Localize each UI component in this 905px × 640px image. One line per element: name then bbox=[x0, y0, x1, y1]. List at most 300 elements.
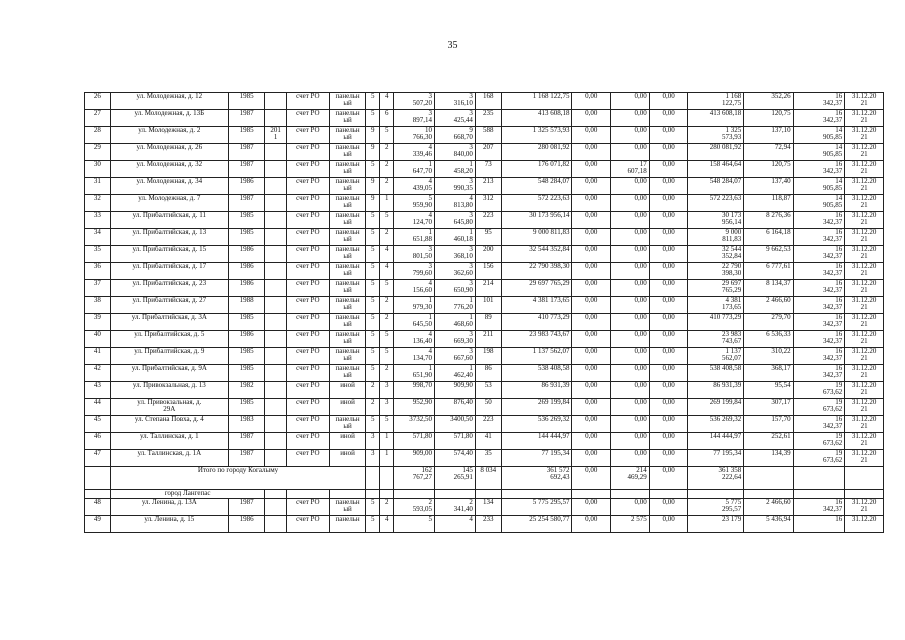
cell-floors: 5 bbox=[366, 246, 380, 263]
cell-entrances: 4 bbox=[380, 263, 394, 280]
cell-residents: 101 bbox=[475, 297, 501, 314]
cell-living-area: 3 650,90 bbox=[435, 280, 476, 297]
cell-floors: 9 bbox=[366, 127, 380, 144]
cell-fund-2: 0,00 bbox=[611, 499, 650, 516]
cell-fund-2: 0,00 bbox=[611, 382, 650, 399]
cell-row-number: 44 bbox=[85, 399, 111, 416]
cell-floors: 5 bbox=[366, 348, 380, 365]
cell-deadline: 31.12.20 21 bbox=[845, 178, 884, 195]
cell-wall-material: иной bbox=[329, 450, 366, 467]
cell-total-cost: 86 931,39 bbox=[501, 382, 572, 399]
cell-entrances: 1 bbox=[380, 450, 394, 467]
cell-fund-3: 0,00 bbox=[649, 178, 688, 195]
cell-fund-2: 0,00 bbox=[611, 229, 650, 246]
cell-unit-cost: 120,75 bbox=[744, 161, 793, 178]
cell-year-built: 1985 bbox=[228, 127, 265, 144]
cell-account-type: счет РО bbox=[286, 280, 329, 297]
cell-account-type: счет РО bbox=[286, 382, 329, 399]
cell-max-cost: 16 342,37 bbox=[793, 246, 845, 263]
cell-total-area: 1 651,90 bbox=[394, 365, 435, 382]
cell-fund-4: 548 284,07 bbox=[688, 178, 744, 195]
page-number: 35 bbox=[447, 40, 458, 51]
table-row bbox=[85, 450, 884, 467]
cell-account-type: счет РО bbox=[286, 348, 329, 365]
cell-deadline: 31.12.20 21 bbox=[845, 331, 884, 348]
cell-fund-2: 17 607,18 bbox=[611, 161, 650, 178]
cell-deadline: 31.12.20 bbox=[845, 516, 884, 533]
cell-residents: 86 bbox=[475, 365, 501, 382]
cell-address: ул. Молодежная, д. 32 bbox=[110, 161, 228, 178]
cell-fund-4: 538 408,58 bbox=[688, 365, 744, 382]
cell-total-area: 3 897,14 bbox=[394, 110, 435, 127]
cell-deadline: 31.12.20 21 bbox=[845, 280, 884, 297]
cell-address: ул. Молодежная, д. 2 bbox=[110, 127, 228, 144]
cell-wall-material: иной bbox=[329, 399, 366, 416]
cell-year-built: 1986 bbox=[228, 516, 265, 533]
cell-fund-1: 0,00 bbox=[572, 450, 611, 467]
cell-address: ул. Молодежная, д. 12 bbox=[110, 93, 228, 110]
cell-address: ул. Прибалтийская, д. 9А bbox=[110, 365, 228, 382]
cell-row-number: 46 bbox=[85, 433, 111, 450]
cell-fund-2: 0,00 bbox=[611, 127, 650, 144]
cell-wall-material: панельн ый bbox=[329, 314, 366, 331]
cell-unit-cost: 2 466,60 bbox=[744, 499, 793, 516]
total-area-2: 145 265,91 bbox=[435, 467, 476, 490]
cell-total-area: 4 136,40 bbox=[394, 331, 435, 348]
cell-year-renovated bbox=[265, 450, 286, 467]
cell-max-cost: 14 905,85 bbox=[793, 195, 845, 212]
cell-year-renovated bbox=[265, 516, 286, 533]
cell-fund-4: 23 983 743,67 bbox=[688, 331, 744, 348]
cell-year-renovated bbox=[265, 195, 286, 212]
cell-fund-4: 30 173 956,14 bbox=[688, 212, 744, 229]
cell-residents: 35 bbox=[475, 450, 501, 467]
cell-year-built: 1987 bbox=[228, 110, 265, 127]
cell-total-cost: 9 000 811,83 bbox=[501, 229, 572, 246]
total-row bbox=[85, 467, 884, 490]
cell-residents: 207 bbox=[475, 144, 501, 161]
cell-fund-4: 158 464,64 bbox=[688, 161, 744, 178]
cell-fund-1: 0,00 bbox=[572, 178, 611, 195]
cell-unit-cost: 6 536,33 bbox=[744, 331, 793, 348]
cell-year-renovated bbox=[265, 263, 286, 280]
cell-floors: 5 bbox=[366, 499, 380, 516]
cell-fund-1: 0,00 bbox=[572, 144, 611, 161]
cell-address: ул. Таллинская, д. 1 bbox=[110, 433, 228, 450]
cell-fund-3: 0,00 bbox=[649, 229, 688, 246]
cell-fund-2: 0,00 bbox=[611, 280, 650, 297]
cell-fund-2: 0,00 bbox=[611, 212, 650, 229]
cell-row-number: 45 bbox=[85, 416, 111, 433]
cell-floors: 3 bbox=[366, 433, 380, 450]
cell-max-cost: 16 342,37 bbox=[793, 499, 845, 516]
cell-living-area: 3 645,80 bbox=[435, 212, 476, 229]
cell-fund-4: 280 081,92 bbox=[688, 144, 744, 161]
cell-max-cost: 19 673,62 bbox=[793, 433, 845, 450]
cell-year-built: 1987 bbox=[228, 499, 265, 516]
cell-deadline: 31.12.20 21 bbox=[845, 433, 884, 450]
cell-floors: 2 bbox=[366, 382, 380, 399]
cell-address: ул. Таллинская, д. 1А bbox=[110, 450, 228, 467]
cell-wall-material: панельн bbox=[329, 516, 366, 533]
cell-residents: 588 bbox=[475, 127, 501, 144]
cell-fund-2: 0,00 bbox=[611, 348, 650, 365]
cell-year-renovated bbox=[265, 212, 286, 229]
cell-floors: 9 bbox=[366, 178, 380, 195]
cell-account-type: счет РО bbox=[286, 314, 329, 331]
cell-total-area: 10 766,30 bbox=[394, 127, 435, 144]
cell-total-area: 909,00 bbox=[394, 450, 435, 467]
cell-wall-material: панельн ый bbox=[329, 144, 366, 161]
cell-fund-4: 1 137 562,07 bbox=[688, 348, 744, 365]
cell-year-built: 1985 bbox=[228, 365, 265, 382]
cell-total-cost: 269 199,84 bbox=[501, 399, 572, 416]
cell-fund-3: 0,00 bbox=[649, 331, 688, 348]
cell-row-number: 48 bbox=[85, 499, 111, 516]
table-row bbox=[85, 499, 884, 516]
cell-total-area: 3 799,60 bbox=[394, 263, 435, 280]
cell-deadline: 31.12.20 21 bbox=[845, 399, 884, 416]
cell-row-number: 27 bbox=[85, 110, 111, 127]
cell-row-number: 41 bbox=[85, 348, 111, 365]
cell-floors: 5 bbox=[366, 229, 380, 246]
cell-account-type: счет РО bbox=[286, 110, 329, 127]
cell-address: ул. Прибалтийская, д. 27 bbox=[110, 297, 228, 314]
cell-entrances: 2 bbox=[380, 365, 394, 382]
cell-max-cost: 16 342,37 bbox=[793, 110, 845, 127]
cell-year-built: 1987 bbox=[228, 433, 265, 450]
cell-wall-material: панельн ый bbox=[329, 416, 366, 433]
cell-row-number: 35 bbox=[85, 246, 111, 263]
total-f2: 214 469,29 bbox=[611, 467, 650, 490]
cell-deadline: 31.12.20 21 bbox=[845, 314, 884, 331]
cell-max-cost: 16 342,37 bbox=[793, 416, 845, 433]
cell-address: ул. Молодежная, д. 13Б bbox=[110, 110, 228, 127]
cell-total-area: 952,90 bbox=[394, 399, 435, 416]
cell-fund-2: 0,00 bbox=[611, 416, 650, 433]
cell-year-renovated bbox=[265, 280, 286, 297]
cell-total-cost: 548 284,07 bbox=[501, 178, 572, 195]
cell-total-area: 3 507,20 bbox=[394, 93, 435, 110]
cell-fund-1: 0,00 bbox=[572, 212, 611, 229]
cell-max-cost: 14 905,85 bbox=[793, 144, 845, 161]
cell-fund-3: 0,00 bbox=[649, 516, 688, 533]
cell-unit-cost: 95,54 bbox=[744, 382, 793, 399]
cell-max-cost: 16 342,37 bbox=[793, 348, 845, 365]
cell-address: ул. Прибалтийская, д. 9 bbox=[110, 348, 228, 365]
cell-fund-4: 5 775 295,57 bbox=[688, 499, 744, 516]
cell-living-area: 574,40 bbox=[435, 450, 476, 467]
cell-fund-1: 0,00 bbox=[572, 382, 611, 399]
cell-entrances: 5 bbox=[380, 331, 394, 348]
cell-year-renovated bbox=[265, 399, 286, 416]
cell-account-type: счет РО bbox=[286, 331, 329, 348]
cell-fund-4: 1 168 122,75 bbox=[688, 93, 744, 110]
table-row bbox=[85, 331, 884, 348]
cell-unit-cost: 8 276,36 bbox=[744, 212, 793, 229]
cell-residents: 235 bbox=[475, 110, 501, 127]
cell-residents: 41 bbox=[475, 433, 501, 450]
cell-fund-3: 0,00 bbox=[649, 246, 688, 263]
cell-entrances: 2 bbox=[380, 178, 394, 195]
cell-year-built: 1987 bbox=[228, 144, 265, 161]
cell-wall-material: панельн ый bbox=[329, 246, 366, 263]
cell-row-number: 47 bbox=[85, 450, 111, 467]
cell-unit-cost: 252,61 bbox=[744, 433, 793, 450]
cell-unit-cost: 352,26 bbox=[744, 93, 793, 110]
cell-year-built: 1986 bbox=[228, 246, 265, 263]
cell-account-type: счет РО bbox=[286, 93, 329, 110]
cell-account-type: счет РО bbox=[286, 399, 329, 416]
cell-max-cost: 16 342,37 bbox=[793, 314, 845, 331]
cell-entrances: 1 bbox=[380, 195, 394, 212]
cell-floors: 5 bbox=[366, 110, 380, 127]
cell-account-type: счет РО bbox=[286, 212, 329, 229]
cell-wall-material: иной bbox=[329, 382, 366, 399]
cell-fund-1: 0,00 bbox=[572, 399, 611, 416]
cell-fund-4: 572 223,63 bbox=[688, 195, 744, 212]
cell-floors: 5 bbox=[366, 297, 380, 314]
cell-wall-material: панельн ый bbox=[329, 499, 366, 516]
cell-fund-2: 0,00 bbox=[611, 93, 650, 110]
cell-year-renovated bbox=[265, 161, 286, 178]
cell-account-type: счет РО bbox=[286, 229, 329, 246]
cell-year-built: 1985 bbox=[228, 212, 265, 229]
cell-residents: 95 bbox=[475, 229, 501, 246]
cell-living-area: 3 368,10 bbox=[435, 246, 476, 263]
cell-year-renovated bbox=[265, 331, 286, 348]
cell-fund-3: 0,00 bbox=[649, 499, 688, 516]
cell-account-type: счет РО bbox=[286, 433, 329, 450]
cell-fund-2: 0,00 bbox=[611, 110, 650, 127]
cell-deadline: 31.12.20 21 bbox=[845, 416, 884, 433]
cell-fund-3: 0,00 bbox=[649, 195, 688, 212]
cell-living-area: 876,40 bbox=[435, 399, 476, 416]
cell-total-area: 4 156,60 bbox=[394, 280, 435, 297]
cell-fund-4: 269 199,84 bbox=[688, 399, 744, 416]
cell-wall-material: панельн ый bbox=[329, 280, 366, 297]
cell-fund-3: 0,00 bbox=[649, 297, 688, 314]
cell-entrances: 1 bbox=[380, 433, 394, 450]
cell-fund-3: 0,00 bbox=[649, 433, 688, 450]
cell-fund-4: 413 608,18 bbox=[688, 110, 744, 127]
cell-fund-4: 32 544 352,84 bbox=[688, 246, 744, 263]
cell-address: ул. Ленина, д. 13А bbox=[110, 499, 228, 516]
cell-total-cost: 144 444,97 bbox=[501, 433, 572, 450]
cell-address: ул. Прибалтийская, д. 23 bbox=[110, 280, 228, 297]
cell-row-number: 43 bbox=[85, 382, 111, 399]
cell-living-area: 4 813,80 bbox=[435, 195, 476, 212]
cell-total-cost: 280 081,92 bbox=[501, 144, 572, 161]
cell-year-built: 1988 bbox=[228, 297, 265, 314]
cell-unit-cost: 137,40 bbox=[744, 178, 793, 195]
cell-total-cost: 176 071,82 bbox=[501, 161, 572, 178]
cell-fund-3: 0,00 bbox=[649, 416, 688, 433]
cell-year-renovated bbox=[265, 110, 286, 127]
cell-account-type: счет РО bbox=[286, 178, 329, 195]
cell-fund-1: 0,00 bbox=[572, 246, 611, 263]
cell-total-cost: 1 325 573,93 bbox=[501, 127, 572, 144]
cell-year-renovated bbox=[265, 348, 286, 365]
cell-address: ул. Степана Повха, д. 4 bbox=[110, 416, 228, 433]
table-row bbox=[85, 314, 884, 331]
cell-unit-cost: 157,70 bbox=[744, 416, 793, 433]
cell-fund-3: 0,00 bbox=[649, 348, 688, 365]
cell-deadline: 31.12.20 21 bbox=[845, 348, 884, 365]
cell-entrances: 3 bbox=[380, 382, 394, 399]
cell-fund-3: 0,00 bbox=[649, 93, 688, 110]
cell-floors: 5 bbox=[366, 516, 380, 533]
cell-fund-2: 0,00 bbox=[611, 365, 650, 382]
cell-fund-3: 0,00 bbox=[649, 127, 688, 144]
cell-unit-cost: 9 662,53 bbox=[744, 246, 793, 263]
cell-fund-2: 0,00 bbox=[611, 195, 650, 212]
cell-year-built: 1987 bbox=[228, 195, 265, 212]
cell-row-number: 40 bbox=[85, 331, 111, 348]
table-row bbox=[85, 229, 884, 246]
cell-fund-2: 0,00 bbox=[611, 297, 650, 314]
housing-registry-table bbox=[84, 92, 884, 533]
cell-unit-cost: 307,17 bbox=[744, 399, 793, 416]
cell-fund-4: 9 000 811,83 bbox=[688, 229, 744, 246]
cell-living-area: 3 425,44 bbox=[435, 110, 476, 127]
cell-address: ул. Привокзальная, д. 13 bbox=[110, 382, 228, 399]
cell-wall-material: панельн ый bbox=[329, 178, 366, 195]
cell-fund-1: 0,00 bbox=[572, 314, 611, 331]
cell-fund-3: 0,00 bbox=[649, 382, 688, 399]
cell-deadline: 31.12.20 21 bbox=[845, 93, 884, 110]
total-residents: 8 034 bbox=[475, 467, 501, 490]
table-row bbox=[85, 246, 884, 263]
cell-deadline: 31.12.20 21 bbox=[845, 144, 884, 161]
cell-wall-material: панельн ый bbox=[329, 110, 366, 127]
cell-year-renovated bbox=[265, 314, 286, 331]
cell-wall-material: панельн ый bbox=[329, 212, 366, 229]
cell-row-number: 28 bbox=[85, 127, 111, 144]
cell-address: ул. Молодежная, д. 34 bbox=[110, 178, 228, 195]
cell-address: ул. Прибалтийская, д. 3А bbox=[110, 314, 228, 331]
cell-fund-1: 0,00 bbox=[572, 516, 611, 533]
cell-floors: 5 bbox=[366, 263, 380, 280]
cell-unit-cost: 118,87 bbox=[744, 195, 793, 212]
cell-account-type: счет РО bbox=[286, 127, 329, 144]
cell-residents: 223 bbox=[475, 416, 501, 433]
cell-fund-1: 0,00 bbox=[572, 229, 611, 246]
cell-wall-material: иной bbox=[329, 433, 366, 450]
cell-wall-material: панельн ый bbox=[329, 229, 366, 246]
cell-wall-material: панельн ый bbox=[329, 195, 366, 212]
cell-fund-4: 4 381 173,65 bbox=[688, 297, 744, 314]
total-f4: 361 358 222,64 bbox=[688, 467, 744, 490]
cell-entrances: 5 bbox=[380, 416, 394, 433]
cell-address: ул. Молодежная, д. 7 bbox=[110, 195, 228, 212]
cell-unit-cost: 6 164,18 bbox=[744, 229, 793, 246]
cell-living-area: 1 468,60 bbox=[435, 314, 476, 331]
cell-residents: 156 bbox=[475, 263, 501, 280]
cell-fund-1: 0,00 bbox=[572, 348, 611, 365]
table-row bbox=[85, 365, 884, 382]
cell-fund-4: 29 697 765,29 bbox=[688, 280, 744, 297]
cell-address: ул. Привокзальная, д. 29А bbox=[110, 399, 228, 416]
cell-total-cost: 1 168 122,75 bbox=[501, 93, 572, 110]
cell-fund-1: 0,00 bbox=[572, 433, 611, 450]
cell-year-built: 1986 bbox=[228, 331, 265, 348]
cell-year-renovated bbox=[265, 229, 286, 246]
cell-entrances: 5 bbox=[380, 212, 394, 229]
cell-entrances: 5 bbox=[380, 348, 394, 365]
cell-row-number: 36 bbox=[85, 263, 111, 280]
cell-unit-cost: 2 466,60 bbox=[744, 297, 793, 314]
cell-entrances: 4 bbox=[380, 246, 394, 263]
cell-address: ул. Прибалтийская, д. 15 bbox=[110, 246, 228, 263]
table-row bbox=[85, 195, 884, 212]
cell-account-type: счет РО bbox=[286, 416, 329, 433]
cell-max-cost: 19 673,62 bbox=[793, 399, 845, 416]
cell-address: ул. Прибалтийская, д. 13 bbox=[110, 229, 228, 246]
cell-year-built: 1986 bbox=[228, 263, 265, 280]
cell-residents: 168 bbox=[475, 93, 501, 110]
cell-max-cost: 16 342,37 bbox=[793, 229, 845, 246]
cell-fund-2: 2 575 bbox=[611, 516, 650, 533]
cell-total-cost: 410 773,29 bbox=[501, 314, 572, 331]
cell-fund-1: 0,00 bbox=[572, 110, 611, 127]
cell-total-cost: 413 608,18 bbox=[501, 110, 572, 127]
cell-year-renovated: 201 1 bbox=[265, 127, 286, 144]
cell-living-area: 3 362,60 bbox=[435, 263, 476, 280]
cell-fund-1: 0,00 bbox=[572, 280, 611, 297]
cell-fund-2: 0,00 bbox=[611, 450, 650, 467]
cell-year-renovated bbox=[265, 297, 286, 314]
cell-fund-1: 0,00 bbox=[572, 365, 611, 382]
cell-entrances: 4 bbox=[380, 516, 394, 533]
cell-floors: 2 bbox=[366, 399, 380, 416]
cell-living-area: 3 990,35 bbox=[435, 178, 476, 195]
cell-living-area: 3 669,30 bbox=[435, 331, 476, 348]
cell-year-built: 1986 bbox=[228, 178, 265, 195]
cell-account-type: счет РО bbox=[286, 144, 329, 161]
total-label: Итого по городу Когалыму bbox=[110, 467, 366, 490]
cell-max-cost: 16 342,37 bbox=[793, 365, 845, 382]
cell-floors: 5 bbox=[366, 212, 380, 229]
cell-total-area: 1 645,50 bbox=[394, 314, 435, 331]
cell-fund-1: 0,00 bbox=[572, 195, 611, 212]
table-row bbox=[85, 178, 884, 195]
cell-fund-3: 0,00 bbox=[649, 212, 688, 229]
cell-living-area: 571,80 bbox=[435, 433, 476, 450]
cell-max-cost: 16 342,37 bbox=[793, 161, 845, 178]
cell-total-area: 4 339,46 bbox=[394, 144, 435, 161]
cell-year-renovated bbox=[265, 499, 286, 516]
cell-total-area: 571,80 bbox=[394, 433, 435, 450]
table-row bbox=[85, 399, 884, 416]
cell-deadline: 31.12.20 21 bbox=[845, 195, 884, 212]
cell-unit-cost: 368,17 bbox=[744, 365, 793, 382]
cell-total-cost: 30 173 956,14 bbox=[501, 212, 572, 229]
cell-entrances: 2 bbox=[380, 144, 394, 161]
cell-address: ул. Прибалтийская, д. 17 bbox=[110, 263, 228, 280]
cell-living-area: 3 316,10 bbox=[435, 93, 476, 110]
cell-residents: 233 bbox=[475, 516, 501, 533]
cell-entrances: 5 bbox=[380, 280, 394, 297]
cell-unit-cost: 137,10 bbox=[744, 127, 793, 144]
cell-deadline: 31.12.20 21 bbox=[845, 161, 884, 178]
cell-fund-1: 0,00 bbox=[572, 331, 611, 348]
cell-address: ул. Ленина, д. 15 bbox=[110, 516, 228, 533]
cell-fund-4: 23 179 bbox=[688, 516, 744, 533]
cell-wall-material: панельн ый bbox=[329, 263, 366, 280]
cell-deadline: 31.12.20 21 bbox=[845, 450, 884, 467]
cell-residents: 198 bbox=[475, 348, 501, 365]
